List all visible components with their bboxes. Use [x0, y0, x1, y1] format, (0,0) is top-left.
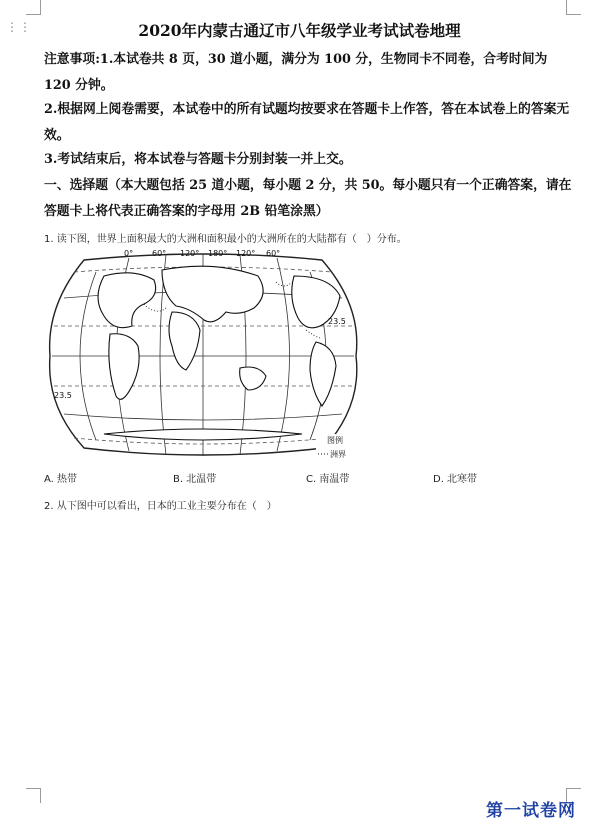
lon-label-120w: 120°: [236, 249, 256, 258]
lon-label-60: 60°: [152, 249, 167, 258]
legend-item-label: 洲界: [330, 450, 346, 459]
lat-label-left: 23.5: [54, 391, 72, 400]
option-d: D. 北寒带: [433, 474, 478, 485]
legend-title: 图例: [327, 436, 343, 445]
page-corner-mark-top-right: [566, 0, 581, 15]
lon-label-120: 120°: [180, 249, 200, 258]
option-c: C. 南温带: [306, 474, 350, 485]
note-2: 2.根据网上阅卷需要，本试卷中的所有试题均按要求在答题卡上作答，答在本试卷上的答案无效。: [44, 102, 570, 143]
note-1: 注意事项:1.本试卷共 8 页，30 道小题，满分为 100 分，生物同卡不同卷，合考时间为 120 分钟。: [44, 52, 548, 93]
page-corner-mark-bottom-left: [26, 788, 41, 803]
option-b: B. 北温带: [173, 474, 217, 485]
drag-handle-icon[interactable]: ⋮⋮: [6, 20, 32, 34]
note-3: 3.考试结束后，将本试卷与答题卡分别封装一并上交。: [44, 152, 352, 167]
lon-label-60w: 60°: [266, 249, 281, 258]
document-title: 2020年内蒙古通辽市八年级学业考试试卷地理: [138, 21, 461, 40]
lon-label-180: 180°: [208, 249, 228, 258]
page-corner-mark-top-left: [26, 0, 41, 15]
option-a: A. 热带: [44, 474, 78, 485]
site-logo: 第一试卷网: [486, 801, 576, 821]
world-map-svg: [44, 246, 362, 464]
question-1-text: 1. 读下图，世界上面积最大的大洲和面积最小的大洲所在的大陆都有（ ）分布。: [44, 234, 407, 245]
lon-label-0: 0°: [124, 249, 134, 258]
section-heading: 一、选择题（本大题包括 25 道小题，每小题 2 分，共 50。每小题只有一个正确答案，请在答题卡上将代表正确答案的字母用 2B 铅笔涂黑）: [44, 178, 572, 219]
map-legend: [316, 434, 360, 462]
world-map-figure: [44, 246, 362, 464]
question-2-text: 2. 从下图中可以看出，日本的工业主要分布在（ ）: [44, 501, 277, 512]
lat-label-right: 23.5: [328, 317, 346, 326]
